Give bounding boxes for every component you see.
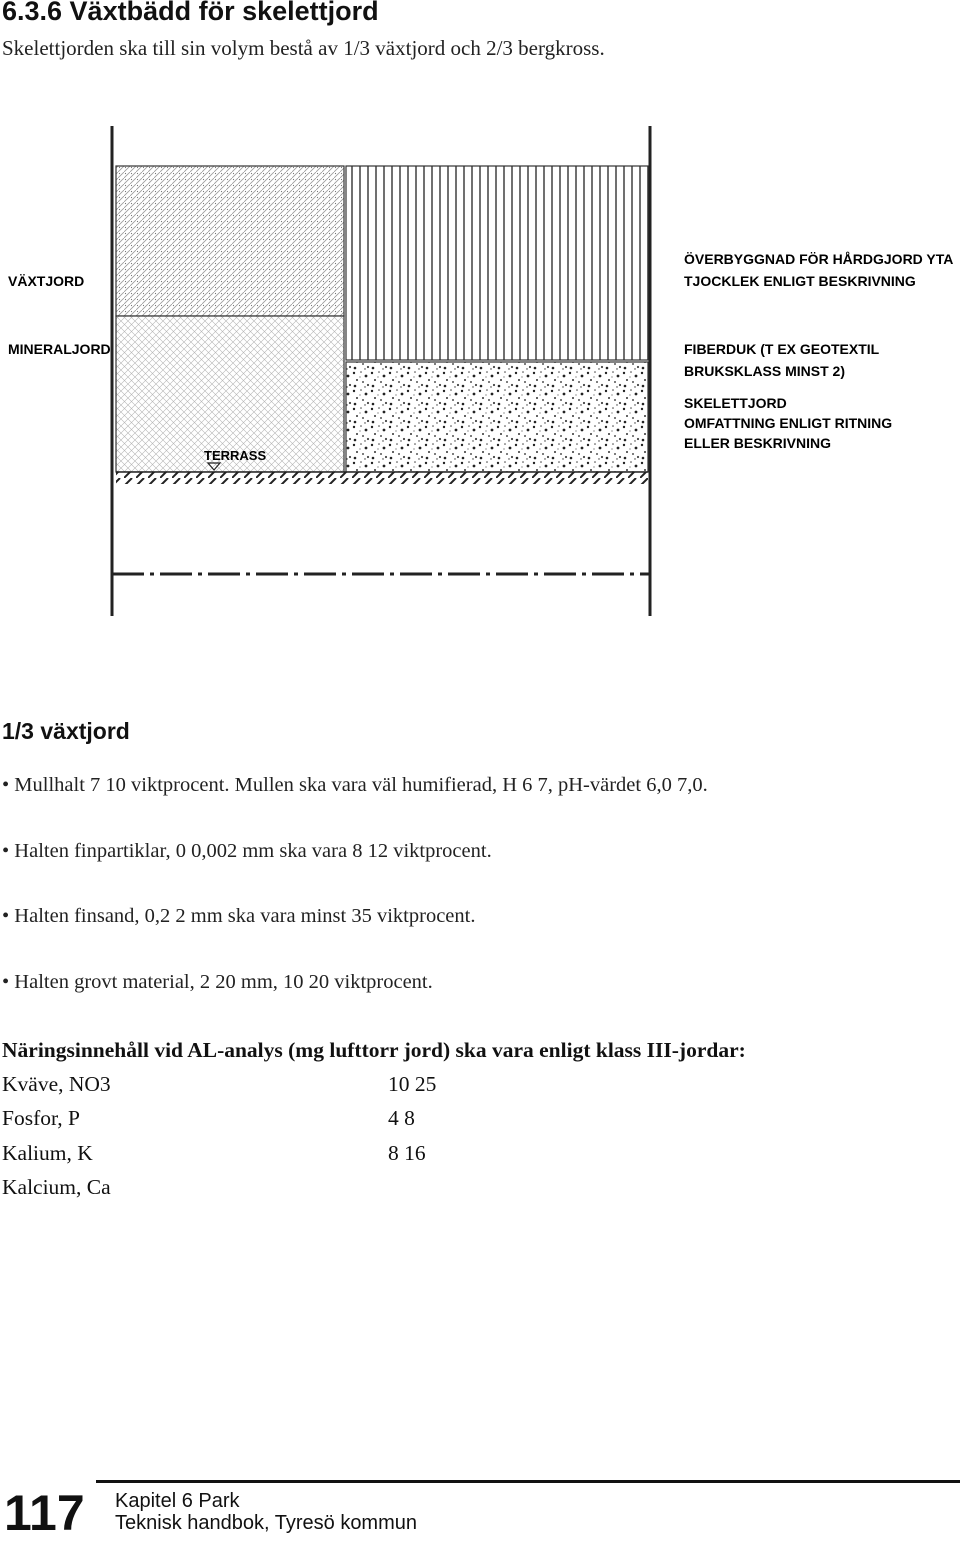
skelettjord-diagram	[8, 118, 960, 628]
nutrients-title: Näringsinnehåll vid AL-analys (mg lufttorr jord) ska vara enligt klass III-jordar:	[2, 1038, 746, 1062]
footer-rule	[96, 1480, 960, 1483]
nutrient-name: Kalcium, Ca	[2, 1175, 111, 1199]
intro-text: Skelettjorden ska till sin volym bestå av 1/3 växtjord och 2/3 bergkross.	[2, 36, 605, 60]
label-skelettjord-1: SKELETTJORD	[684, 395, 787, 411]
label-vaxtjord: VÄXTJORD	[8, 273, 85, 289]
page-number: 117	[4, 1485, 85, 1541]
nutrient-row	[2, 1175, 602, 1205]
nutrient-value: 4 8	[388, 1106, 415, 1130]
label-fiberduk-1: FIBERDUK (T EX GEOTEXTIL	[684, 341, 880, 357]
footer-book-title: Teknisk handbok, Tyresö kommun	[115, 1512, 418, 1534]
subheading: 1/3 växtjord	[2, 718, 130, 744]
nutrient-row	[2, 1072, 602, 1102]
label-mineraljord: MINERALJORD	[8, 341, 111, 357]
nutrient-row	[2, 1141, 602, 1171]
nutrient-value: 10 25	[388, 1072, 437, 1096]
bullet-item: • Halten finpartiklar, 0 0,002 mm ska vara 8 12 viktprocent.	[2, 840, 492, 862]
section-drawing	[8, 118, 960, 628]
footer-chapter: Kapitel 6 Park	[115, 1490, 240, 1512]
bullet-item: • Halten grovt material, 2 20 mm, 10 20 viktprocent.	[2, 971, 433, 993]
bullet-item: • Halten finsand, 0,2 2 mm ska vara minst 35 viktprocent.	[2, 905, 476, 927]
label-skelettjord-3: ELLER BESKRIVNING	[684, 435, 832, 451]
section-heading: 6.3.6 Växtbädd för skelettjord	[2, 0, 379, 26]
label-overbyggnad-2: TJOCKLEK ENLIGT BESKRIVNING	[684, 273, 916, 289]
nutrient-row	[2, 1106, 602, 1136]
nutrient-value: 8 16	[388, 1141, 426, 1165]
nutrient-name: Kalium, K	[2, 1141, 93, 1165]
label-terrass: TERRASS	[204, 448, 267, 463]
nutrient-name: Fosfor, P	[2, 1106, 80, 1130]
nutrient-name: Kväve, NO3	[2, 1072, 111, 1096]
label-skelettjord-2: OMFATTNING ENLIGT RITNING	[684, 415, 893, 431]
label-overbyggnad-1: ÖVERBYGGNAD FÖR HÅRDGJORD YTA	[684, 251, 954, 267]
bullet-item: • Mullhalt 7 10 viktprocent. Mullen ska vara väl humifierad, H 6 7, pH-värdet 6,0 7,0.	[2, 774, 708, 796]
label-fiberduk-2: BRUKSKLASS MINST 2)	[684, 363, 846, 379]
